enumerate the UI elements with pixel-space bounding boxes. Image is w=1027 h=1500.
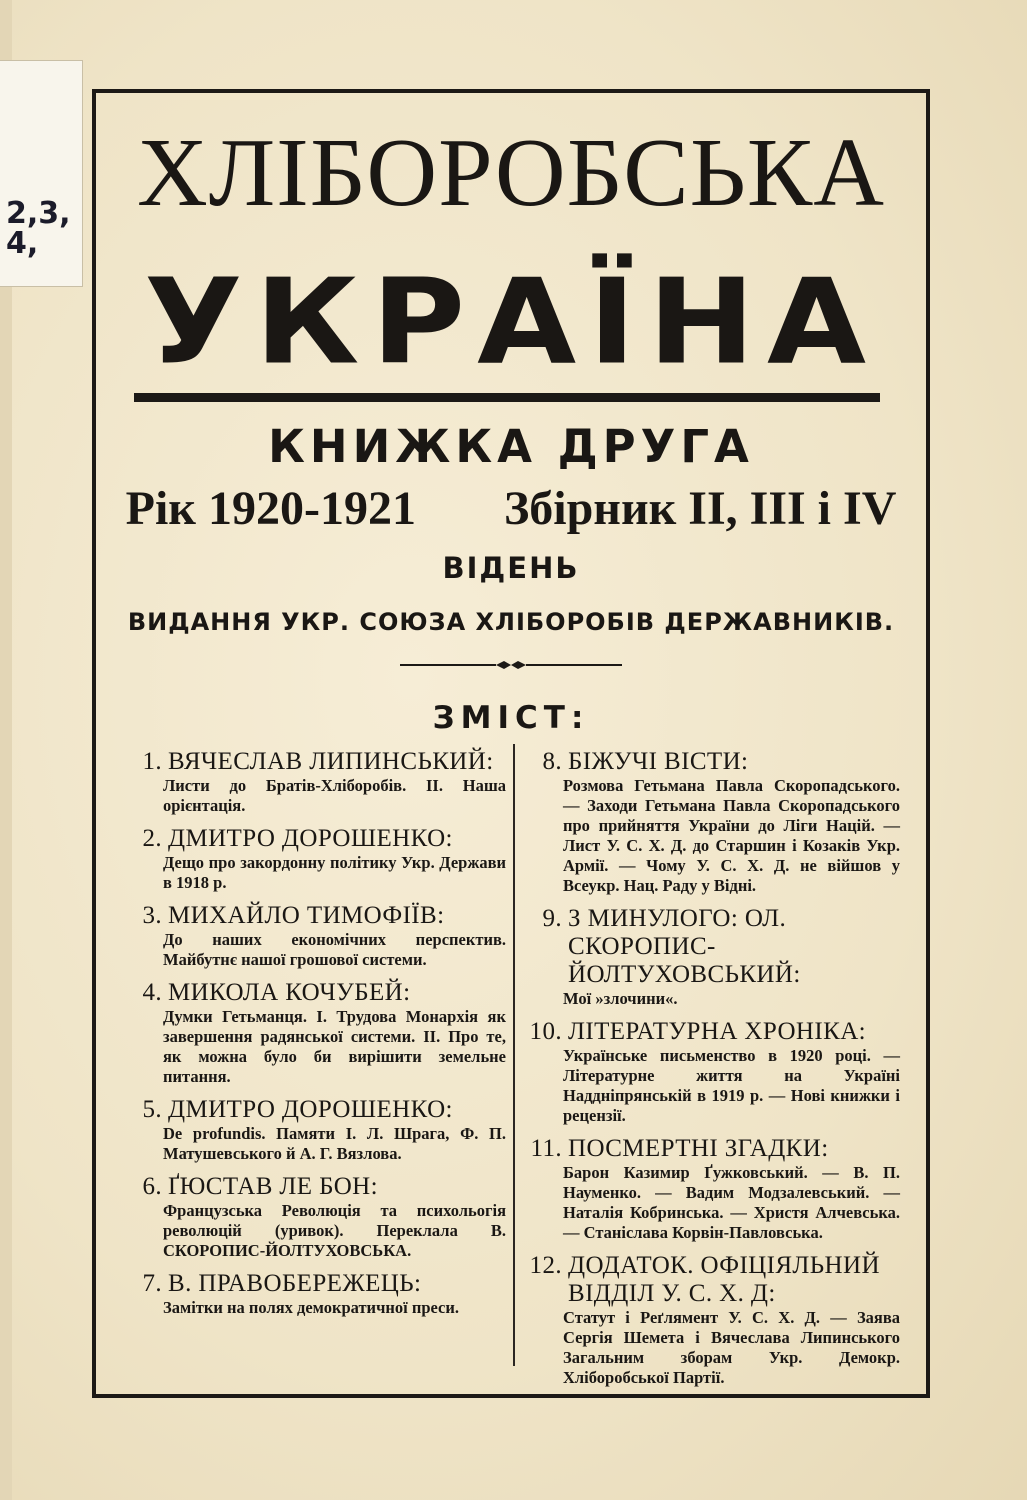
entry-number: 11. xyxy=(530,1135,562,1162)
entry-text: До наших економічних перспектив. Майбутнє нашої грошової системи. xyxy=(163,930,506,969)
entry-author: ДМИТРО ДОРОШЕНКО: xyxy=(168,1096,453,1123)
entry-author: В. ПРАВОБЕРЕЖЕЦЬ: xyxy=(168,1270,422,1297)
entry-number: 5. xyxy=(142,1096,162,1123)
entry-number: 1. xyxy=(142,748,162,775)
toc-entry xyxy=(126,1096,506,1164)
entry-number: 10. xyxy=(529,1018,562,1045)
entry-author: МИКОЛА КОЧУБЕЙ: xyxy=(168,979,411,1006)
year: Рік 1920-1921 xyxy=(125,482,416,535)
entry-number: 12. xyxy=(529,1252,562,1279)
entry-number: 4. xyxy=(142,979,162,1006)
entry-author: ВЯЧЕСЛАВ ЛИПИНСЬКИЙ: xyxy=(168,748,494,775)
library-note: 2,3, 4, xyxy=(6,196,71,261)
library-label xyxy=(0,60,83,287)
toc-entry xyxy=(522,1018,900,1126)
entry-author: З МИНУЛОГО: ОЛ. СКОРОПИС-ЙОЛТУХОВСЬКИЙ: xyxy=(568,905,801,988)
toc-entry xyxy=(126,748,506,816)
toc-right-column xyxy=(522,748,900,1397)
toc-entry xyxy=(522,748,900,896)
publisher: ВИДАННЯ УКР. СОЮЗА ХЛІБОРОБІВ ДЕРЖАВНИКІВ. xyxy=(127,608,895,636)
entry-author: ДМИТРО ДОРОШЕНКО: xyxy=(168,825,453,852)
toc-entry xyxy=(522,905,900,1009)
book-number: КНИЖКА ДРУГА xyxy=(268,420,754,473)
entry-number: 9. xyxy=(542,905,562,932)
toc-entry xyxy=(522,1252,900,1388)
entry-text: Розмова Гетьмана Павла Скоропадського. — Заходи Гетьмана Павла Скоропадського про прийняття України до Ліги Націй. — Лист У. С. Х. Д. до Старшин і Козаків Укр. Армії. — Чому У. С. Х. Д. не війшов у Всеукр. Нац. Раду у Відні. xyxy=(563,776,900,895)
toc-entry xyxy=(126,1270,506,1318)
title-line2: УКРАЇНА xyxy=(144,254,878,392)
entry-text: Замітки на полях демократичної преси. xyxy=(163,1298,460,1317)
entry-number: 3. xyxy=(142,902,162,929)
toc-heading: ЗМІСТ: xyxy=(432,700,590,736)
entry-text: Статут і Реґлямент У. С. Х. Д. — Заява Сергія Шемета і Вячеслава Липинського Загальним зборам Укр. Демокр. Хліборобської Партії. xyxy=(563,1308,900,1387)
toc-entry xyxy=(126,825,506,893)
entry-text: De profundis. Памяти І. Л. Шрага, Ф. П. Матушевського й А. Г. Вязлова. xyxy=(163,1124,506,1163)
entry-text: Думки Гетьманця. I. Трудова Монархія як завершення радянської системи. II. Про те, як можна було би вирішити земельне питання. xyxy=(163,1007,506,1086)
entry-number: 2. xyxy=(142,825,162,852)
entry-text: Дещо про закордонну політику Укр. Держави в 1918 р. xyxy=(163,853,506,892)
entry-author: ҐЮСТАВ ЛЕ БОН: xyxy=(168,1173,378,1200)
toc-entry xyxy=(522,1135,900,1243)
entry-text: Барон Казимир Ґужковський. — В. П. Науменко. — Вадим Модзалевський. — Наталія Кобринська. — Христя Алчевська. — Станіслава Корвін-Павловська. xyxy=(563,1163,900,1242)
entry-number: 7. xyxy=(142,1270,162,1297)
entry-author: ДОДАТОК. ОФІЦІЯЛЬНИЙ ВІДДІЛ У. С. Х. Д: xyxy=(568,1252,880,1307)
collection: Збірник II, III і IV xyxy=(503,482,897,535)
toc-divider xyxy=(513,744,515,1366)
toc-entry xyxy=(126,979,506,1087)
entry-author: МИХАЙЛО ТИМОФІЇВ: xyxy=(168,902,445,929)
entry-text: Українське письменство в 1920 році. — Літературне життя на Україні Наддніпрянській в 1919 р. — Нові книжки і рецензії. xyxy=(563,1046,900,1125)
toc-entry xyxy=(126,902,506,970)
entry-author: ЛІТЕРАТУРНА ХРОНІКА: xyxy=(568,1018,866,1045)
entry-text: Французська Революція та психольогія революцій (уривок). Переклала В. СКОРОПИС-ЙОЛТУХОВСЬКА. xyxy=(163,1201,506,1260)
entry-number: 8. xyxy=(542,748,562,775)
entry-text: Мої »злочини«. xyxy=(563,989,678,1008)
year-line xyxy=(92,480,930,538)
city: ВІДЕНЬ xyxy=(442,551,580,585)
title-line1: ХЛІБОРОБСЬКА xyxy=(136,119,886,227)
entry-author: ПОСМЕРТНІ ЗГАДКИ: xyxy=(568,1135,829,1162)
entry-author: БІЖУЧІ ВІСТИ: xyxy=(568,748,749,775)
ornament-divider xyxy=(400,660,622,670)
toc-entry xyxy=(126,1173,506,1261)
title-rule xyxy=(134,393,880,402)
entry-number: 6. xyxy=(142,1173,162,1200)
entry-text: Листи до Братів-Хліборобів. II. Наша орієнтація. xyxy=(163,776,506,815)
toc-left-column xyxy=(126,748,506,1327)
